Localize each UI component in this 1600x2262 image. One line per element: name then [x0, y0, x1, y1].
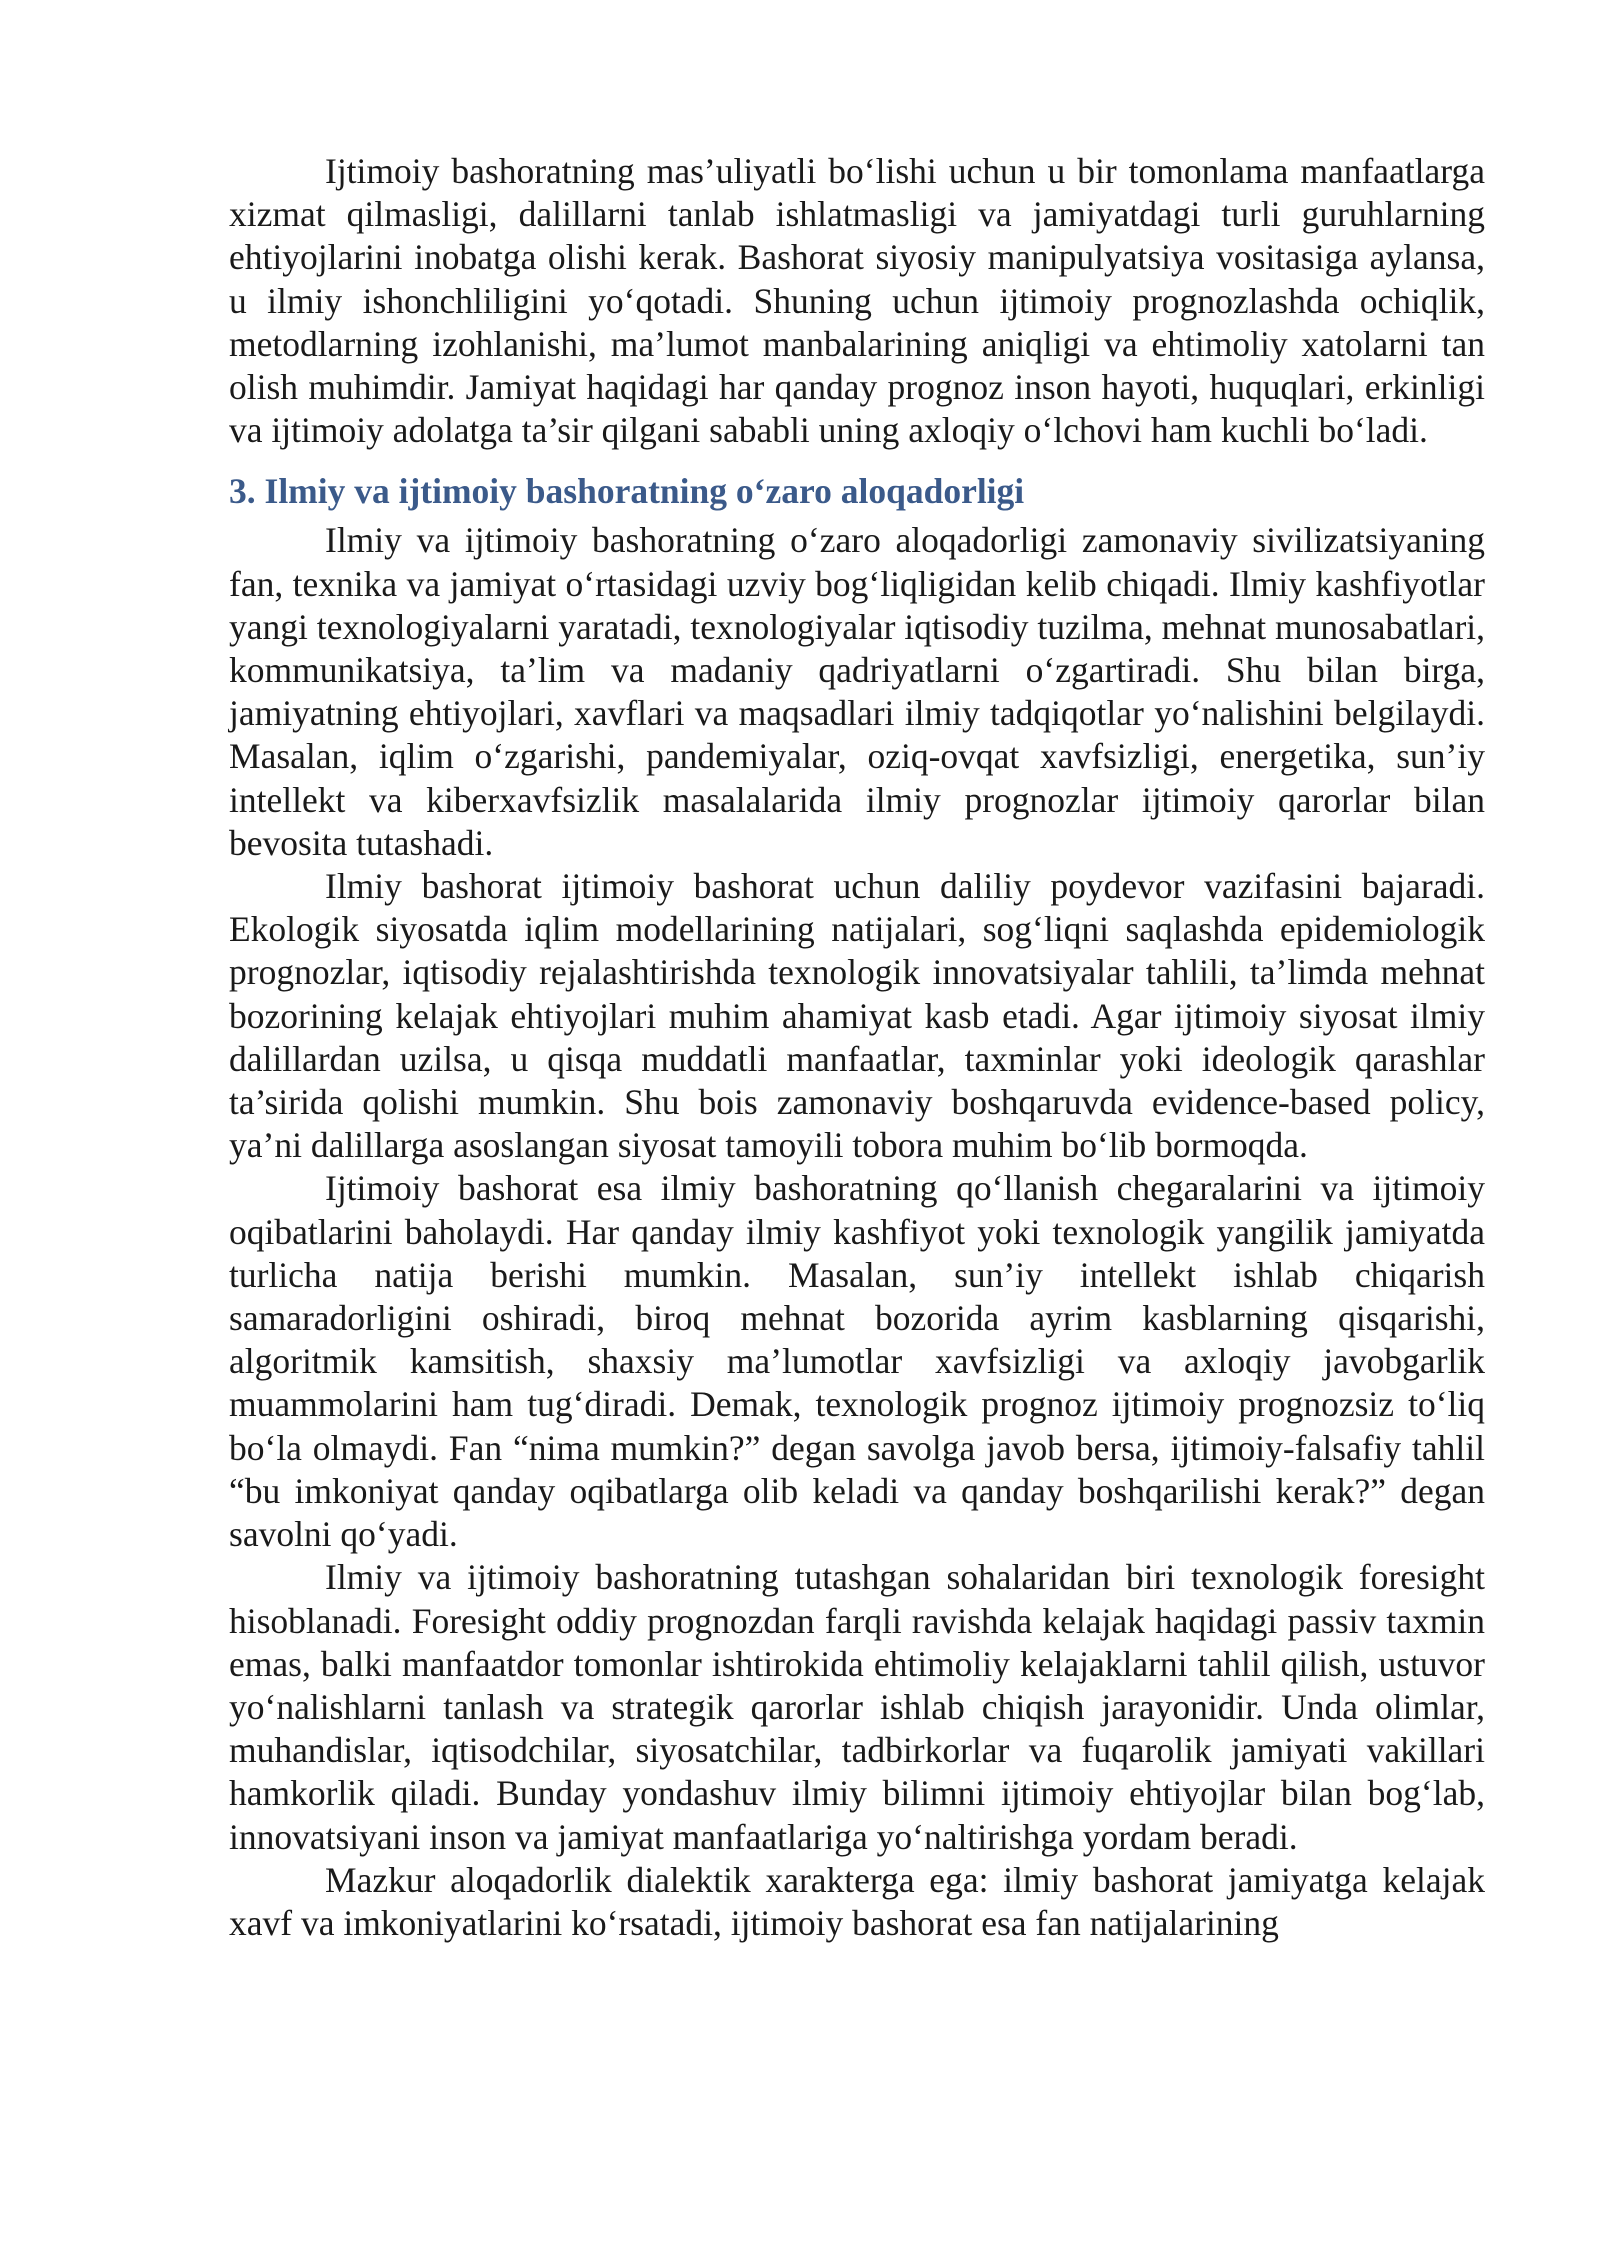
body-paragraph-5: Mazkur aloqadorlik dialektik xarakterga ega: ilmiy bashorat jamiyatga kelajak xavf va imkoniyatlarini ko‘rsatadi, ijtimoiy bashorat esa fan natijalarining — [229, 1859, 1485, 1943]
section-heading: 3. Ilmiy va ijtimoiy bashoratning o‘zaro aloqadorligi — [229, 471, 1025, 512]
body-paragraph-3: Ijtimoiy bashorat esa ilmiy bashoratning qo‘llanish chegaralarini va ijtimoiy oqibatlarini baholaydi. Har qanday ilmiy kashfiyot yoki texnologik yangilik jamiyatda turlicha natija berishi mumkin. Masalan, sun’iy intellekt ishlab chiqarish samaradorligini oshiradi, biroq mehnat bozorida ayrim kasblarning qisqarishi, algoritmik kamsitish, shaxsiy ma’lumotlar xavfsizligi va axloqiy javobgarlik muammolarini ham tug‘diradi. Demak, texnologik prognoz ijtimoiy prognozsiz to‘liq bo‘la olmaydi. Fan “nima mumkin?” degan savolga javob bersa, ijtimoiy-falsafiy tahlil “bu imkoniyat qanday oqibatlarga olib keladi va qanday boshqarilishi kerak?” degan savolni qo‘yadi. — [229, 1168, 1485, 1555]
intro-paragraph: Ijtimoiy bashoratning mas’uliyatli bo‘lishi uchun u bir tomonlama manfaatlarga xizmat qilmasligi, dalillarni tanlab ishlatmasligi va jamiyatdagi turli guruhlarning ehtiyojlarini inobatga olishi kerak. Bashorat siyosiy manipulyatsiya vositasiga aylansa, u ilmiy ishonchliligini yo‘qotadi. Shuning uchun ijtimoiy prognozlashda ochiqlik, metodlarning izohlanishi, ma’lumot manbalarining aniqligi va ehtimoliy xatolarni tan olish muhimdir. Jamiyat haqidagi har qanday prognoz inson hayoti, huquqlari, erkinligi va ijtimoiy adolatga ta’sir qilgani sababli uning axloqiy o‘lchovi ham kuchli bo‘ladi. — [229, 151, 1485, 451]
document-page — [229, 150, 1485, 1945]
body-paragraph-4: Ilmiy va ijtimoiy bashoratning tutashgan sohalaridan biri texnologik foresight hisoblanadi. Foresight oddiy prognozdan farqli ravishda kelajak haqidagi passiv taxmin emas, balki manfaatdor tomonlar ishtirokida ehtimoliy kelajaklarni tahlil qilish, ustuvor yo‘nalishlarni tanlash va strategik qarorlar ishlab chiqish jarayonidir. Unda olimlar, muhandislar, iqtisodchilar, siyosatchilar, tadbirkorlar va fuqarolik jamiyati vakillari hamkorlik qiladi. Bunday yondashuv ilmiy bilimni ijtimoiy ehtiyojlar bilan bog‘lab, innovatsiyani inson va jamiyat manfaatlariga yo‘naltirishga yordam beradi. — [229, 1557, 1485, 1857]
body-paragraph-2: Ilmiy bashorat ijtimoiy bashorat uchun daliliy poydevor vazifasini bajaradi. Ekologik siyosatda iqlim modellarining natijalari, sog‘liqni saqlashda epidemiologik prognozlar, iqtisodiy rejalashtirishda texnologik innovatsiyalar tahlili, ta’limda mehnat bozorining kelajak ehtiyojlari muhim ahamiyat kasb etadi. Agar ijtimoiy siyosat ilmiy dalillardan uzilsa, u qisqa muddatli manfaatlar, taxminlar yoki ideologik qarashlar ta’sirida qolishi mumkin. Shu bois zamonaviy boshqaruvda evidence-based policy, ya’ni dalillarga asoslangan siyosat tamoyili tobora muhim bo‘lib bormoqda. — [229, 866, 1485, 1166]
body-paragraph-1: Ilmiy va ijtimoiy bashoratning o‘zaro aloqadorligi zamonaviy sivilizatsiyaning fan, texnika va jamiyat o‘rtasidagi uzviy bog‘liqligidan kelib chiqadi. Ilmiy kashfiyotlar yangi texnologiyalarni yaratadi, texnologiyalar iqtisodiy tuzilma, mehnat munosabatlari, kommunikatsiya, ta’lim va madaniy qadriyatlarni o‘zgartiradi. Shu bilan birga, jamiyatning ehtiyojlari, xavflari va maqsadlari ilmiy tadqiqotlar yo‘nalishini belgilaydi. Masalan, iqlim o‘zgarishi, pandemiyalar, oziq-ovqat xavfsizligi, energetika, sun’iy intellekt va kiberxavfsizlik masalalarida ilmiy prognozlar ijtimoiy qarorlar bilan bevosita tutashadi. — [229, 520, 1485, 863]
